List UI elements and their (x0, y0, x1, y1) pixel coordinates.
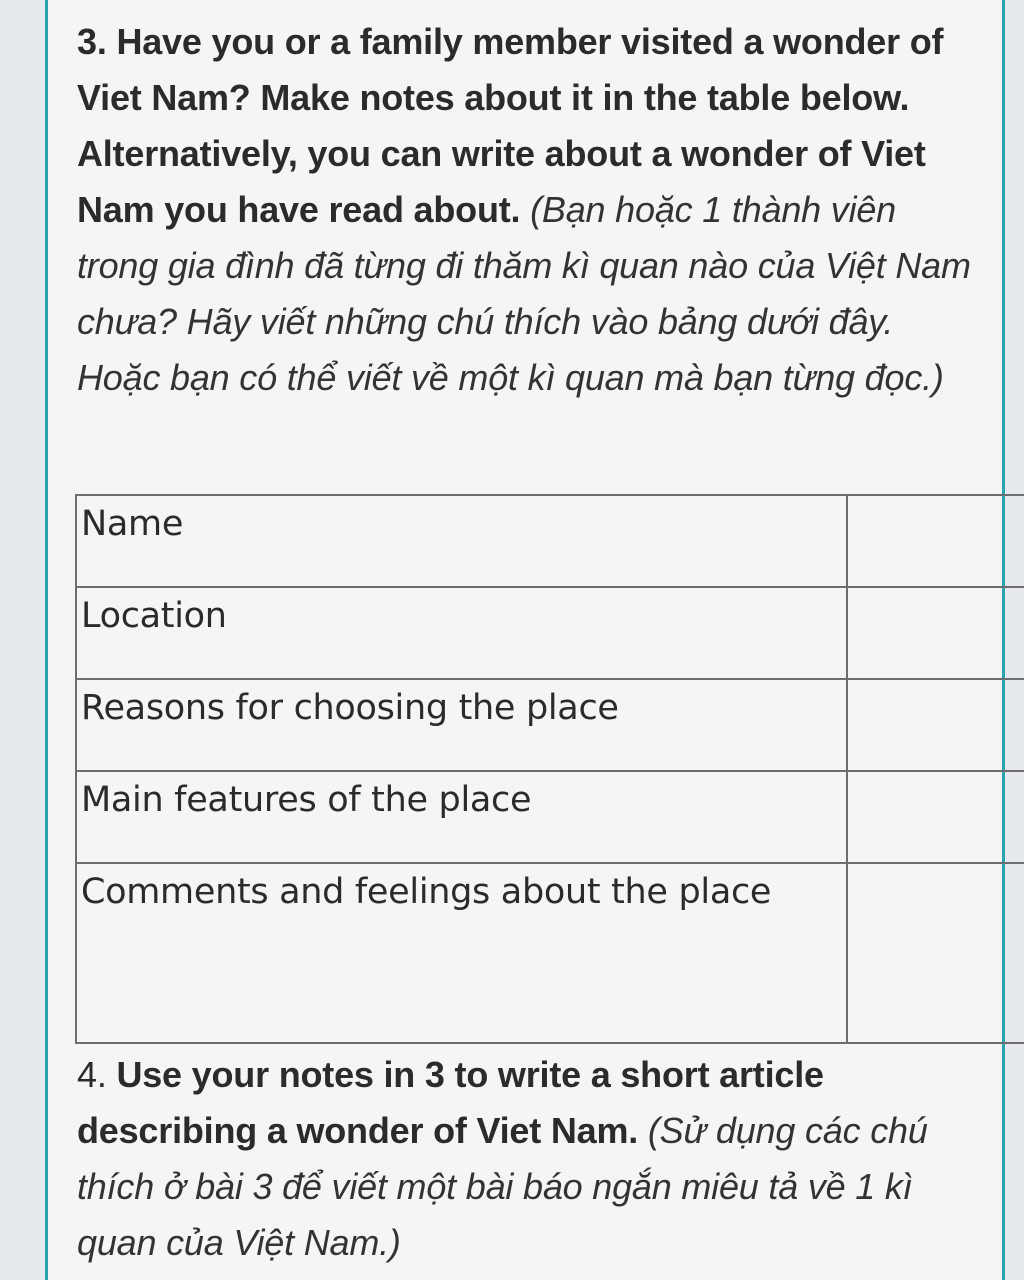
notes-table (75, 494, 1024, 1044)
question-4-prompt: Use your notes in 3 to write a short article describing a wonder of Viet Nam. (77, 1054, 824, 1151)
question-4-number: 4. (77, 1054, 107, 1095)
question-3-prompt: Have you or a family member visited a wonder of Viet Nam? Make notes about it in the table below. Alternatively, you can write about a wonder of Viet Nam you have read about. (77, 21, 944, 230)
row-label-comments: Comments and feelings about the place (76, 863, 847, 1043)
table-row (76, 495, 1024, 587)
question-4-translation: (Sử dụng các chú thích ở bài 3 để viết một bài báo ngắn miêu tả về 1 kì quan của Việt Nam.) (77, 1110, 928, 1263)
row-label-reasons: Reasons for choosing the place (76, 679, 847, 771)
table-row (76, 771, 1024, 863)
answer-cell-reasons[interactable] (847, 679, 1024, 771)
answer-cell-comments[interactable] (847, 863, 1024, 1043)
question-4 (77, 1047, 977, 1271)
table-row (76, 587, 1024, 679)
row-label-location: Location (76, 587, 847, 679)
row-label-name: Name (76, 495, 847, 587)
table-row (76, 863, 1024, 1043)
answer-cell-name[interactable] (847, 495, 1024, 587)
question-3 (77, 14, 977, 406)
table-row (76, 679, 1024, 771)
question-3-number: 3. (77, 21, 107, 62)
question-3-translation: (Bạn hoặc 1 thành viên trong gia đình đã từng đi thăm kì quan nào của Việt Nam chưa? Hãy viết những chú thích vào bảng dưới đây. Hoặc bạn có thể viết về một kì quan mà bạn từng đọc.) (77, 189, 971, 398)
answer-cell-features[interactable] (847, 771, 1024, 863)
answer-cell-location[interactable] (847, 587, 1024, 679)
row-label-features: Main features of the place (76, 771, 847, 863)
